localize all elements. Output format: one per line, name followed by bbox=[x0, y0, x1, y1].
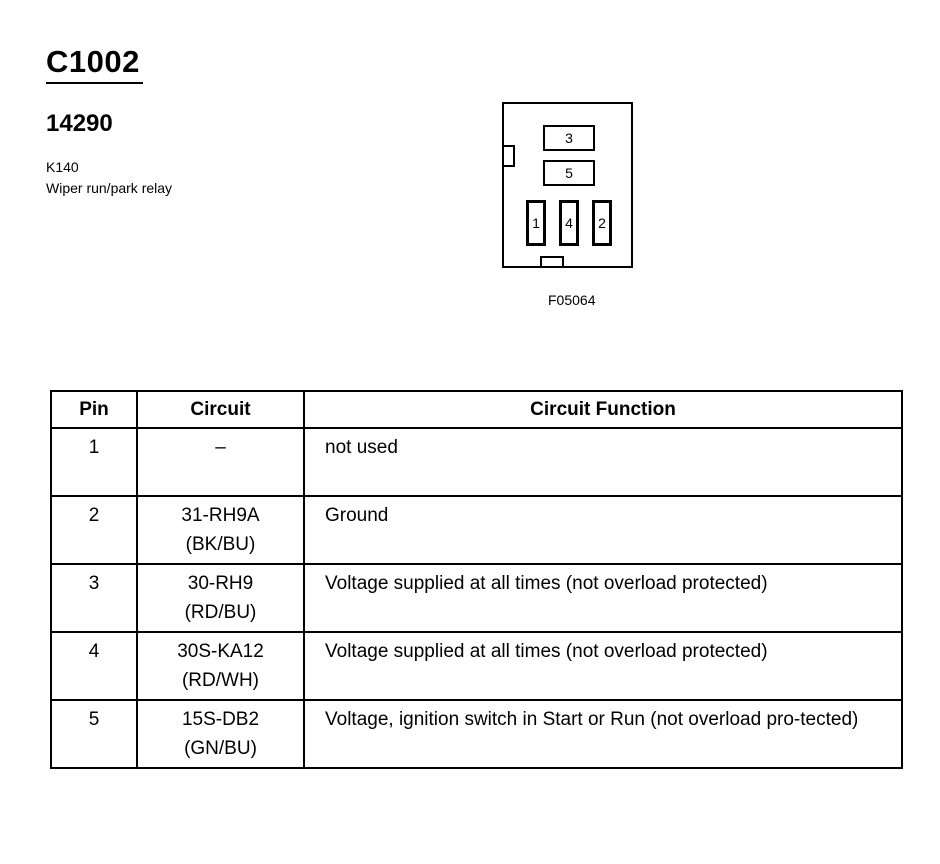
component-code: K140 bbox=[46, 159, 79, 175]
circuit-cell bbox=[137, 632, 304, 700]
circuit-cell bbox=[137, 564, 304, 632]
pin-1-label: 1 bbox=[528, 202, 544, 244]
pin-cell: 3 bbox=[51, 564, 137, 632]
pin-3-terminal: 3 bbox=[543, 125, 595, 151]
connector-left-tab bbox=[502, 145, 515, 167]
pin-cell: 5 bbox=[51, 700, 137, 768]
circuit-cell bbox=[137, 700, 304, 768]
pin-2-label: 2 bbox=[594, 202, 610, 244]
table-row bbox=[51, 632, 902, 700]
pin-5-terminal: 5 bbox=[543, 160, 595, 186]
table-row bbox=[51, 700, 902, 768]
circuit-code: 31-RH9A bbox=[181, 505, 260, 526]
table-row bbox=[51, 564, 902, 632]
function-cell: Voltage, ignition switch in Start or Run (not overload pro-tected) bbox=[304, 700, 902, 768]
wire-color: (RD/BU) bbox=[184, 602, 257, 623]
header-circuit: Circuit bbox=[137, 391, 304, 428]
function-cell: Ground bbox=[304, 496, 902, 564]
pin-4-label: 4 bbox=[561, 202, 577, 244]
circuit-cell bbox=[137, 496, 304, 564]
pin-table bbox=[50, 390, 903, 769]
header-pin: Pin bbox=[51, 391, 137, 428]
wire-color: (BK/BU) bbox=[185, 534, 256, 555]
pin-4-terminal bbox=[559, 200, 579, 246]
function-cell: Voltage supplied at all times (not overload protected) bbox=[304, 564, 902, 632]
table-row bbox=[51, 428, 902, 496]
part-number: 14290 bbox=[46, 110, 113, 137]
connector-bottom-tab bbox=[540, 256, 564, 268]
circuit-code: – bbox=[215, 437, 226, 458]
circuit-code: 15S-DB2 bbox=[181, 709, 260, 730]
function-cell: not used bbox=[304, 428, 902, 496]
title-underline bbox=[46, 82, 143, 84]
table-header-row bbox=[51, 391, 902, 428]
pin-cell: 1 bbox=[51, 428, 137, 496]
header-circuit-function: Circuit Function bbox=[304, 391, 902, 428]
pin-2-terminal bbox=[592, 200, 612, 246]
circuit-cell bbox=[137, 428, 304, 496]
pin-cell: 4 bbox=[51, 632, 137, 700]
table-row bbox=[51, 496, 902, 564]
component-name: Wiper run/park relay bbox=[46, 180, 173, 196]
pin-cell: 2 bbox=[51, 496, 137, 564]
circuit-code: 30-RH9 bbox=[187, 573, 254, 594]
wire-color: (GN/BU) bbox=[184, 738, 257, 759]
function-cell: Voltage supplied at all times (not overload protected) bbox=[304, 632, 902, 700]
circuit-code: 30S-KA12 bbox=[177, 641, 264, 662]
figure-reference: F05064 bbox=[548, 292, 596, 308]
pin-1-terminal bbox=[526, 200, 546, 246]
connector-id: C1002 bbox=[46, 44, 140, 79]
wire-color: (RD/WH) bbox=[181, 670, 260, 691]
